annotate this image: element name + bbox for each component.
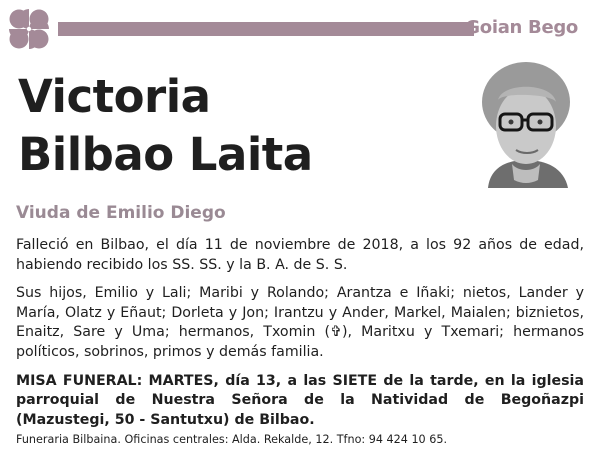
family-text-part2: ), Maritxu y Txemari; hermanos políticos, sobrinos, primos y demás familia.: [16, 324, 584, 360]
portrait-photo: [472, 60, 580, 188]
cross-icon: ✞: [330, 324, 342, 341]
funeral-paragraph: MISA FUNERAL: MARTES, día 13, a las SIETE de la tarde, en la iglesia parroquial de Nuestra Señora de la Natividad de Begoñazpi (Mazustegi, 50 - Santutxu) de Bilbao.: [16, 372, 584, 428]
header-bar: [58, 22, 474, 36]
lauburu-icon: [6, 6, 52, 52]
brand-title: Goian Bego: [465, 17, 578, 38]
funeral-home-footer: Funeraria Bilbaina. Oficinas centrales: Alda. Rekalde, 12. Tfno: 94 424 10 65.: [16, 433, 448, 446]
death-paragraph: Falleció en Bilbao, el día 11 de noviembre de 2018, a los 92 años de edad, habiendo recibido los SS. SS. y la B. A. de S. S.: [16, 237, 584, 273]
notice-body: [16, 236, 584, 439]
family-paragraph: [16, 284, 584, 362]
name-line-last: Bilbao Laita: [18, 128, 313, 181]
family-text-part1: Sus hijos, Emilio y Lali; Maribi y Rolando; Arantza e Iñaki; nietos, Lander y María, Olatz y Eñaut; Dorleta y Jon; Irantzu y Ander, Markel, Maialen; biznietos, Enaitz, Sare y Uma; hermanos, Txomin (: [16, 285, 584, 341]
name-line-first: Victoria: [18, 70, 211, 123]
deceased-name: [18, 68, 313, 184]
spouse-line: Viuda de Emilio Diego: [16, 203, 226, 223]
